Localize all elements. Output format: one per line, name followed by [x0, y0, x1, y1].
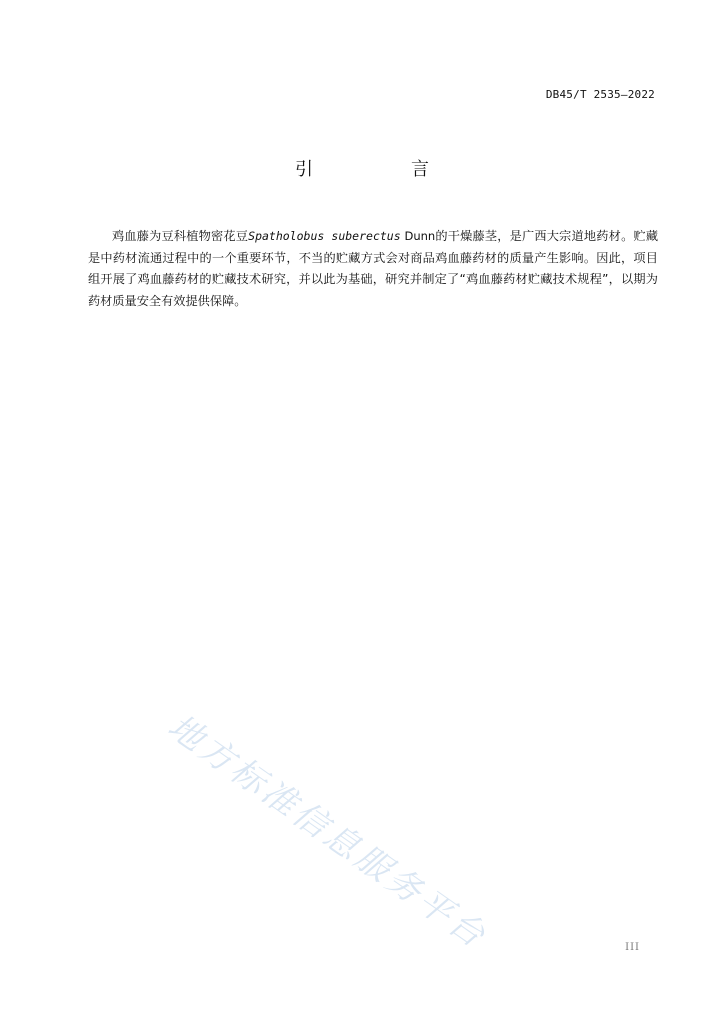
section-title: 引 言 — [295, 159, 469, 180]
paragraph-text-rest: 的干燥藤茎，是广西大宗道地药材。贮藏是中药材流通过程中的一个重要环节，不当的贮藏方式会对商品鸡血藤药材的质量产生影响。因此，项目组开展了鸡血藤药材的贮藏技术研究，并以此为基础，研究并制定了“鸡血藤药材贮藏技术规程”，以期为药材质量安全有效提供保障。 — [88, 229, 659, 308]
latin-species-name: Spatholobus suberectus — [248, 229, 401, 244]
standard-number: DB45/T 2535—2022 — [545, 88, 655, 101]
paragraph-text-start: 鸡血藤为豆科植物密花豆 — [112, 229, 249, 244]
page-number: III — [625, 942, 640, 953]
watermark: 地方标准信息服务平台 — [160, 706, 495, 958]
introduction-paragraph — [88, 226, 658, 312]
species-author: Dunn — [400, 229, 436, 244]
